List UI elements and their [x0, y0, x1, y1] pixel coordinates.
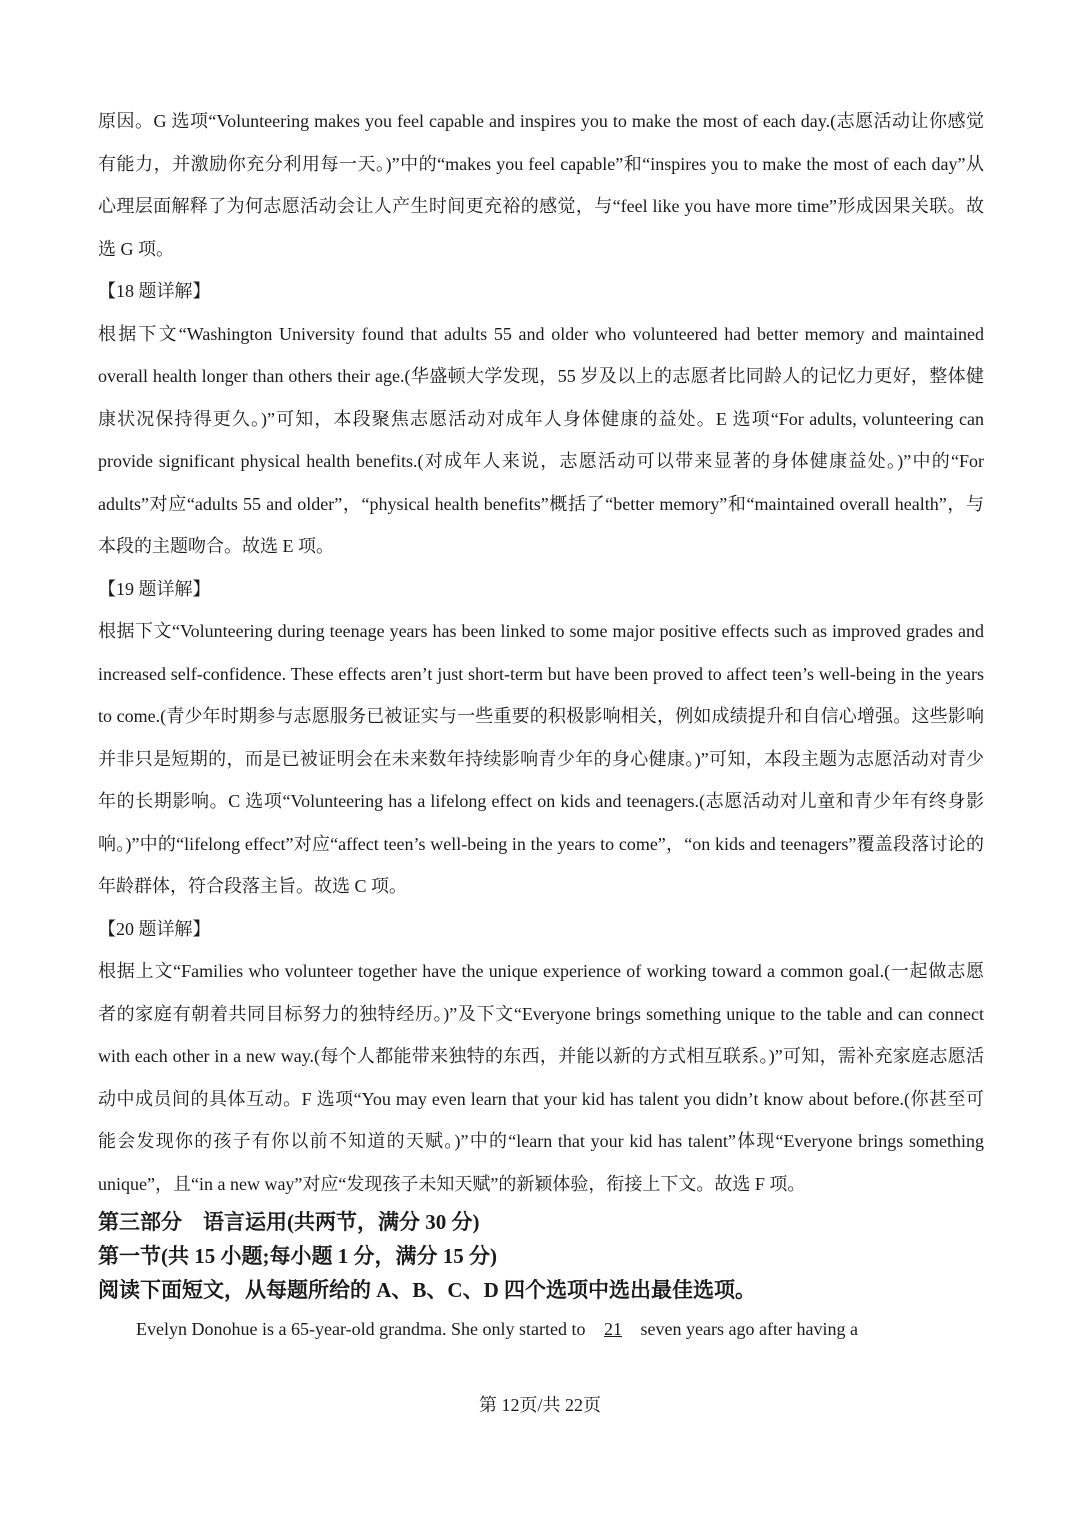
paragraph-option-g: 原因。G 选项“Volunteering makes you feel capable and inspires you to make the most of each day.(志愿活动让你感觉有能力，并激励你充分利用每一天。)”中的“makes you feel capable”和“inspires you to make the most of each day”从心理层面解释了为何志愿活动会让人产生时间更充裕的感觉，与“feel like you have more time”形成因果关联。故选 G 项。 — [98, 111, 984, 259]
page-footer: 第 12页/共 22页 — [478, 1395, 601, 1415]
question-18-explanation: 根据下文“Washington University found that adults 55 and older who volunteered had better memory and maintained overall health longer than others their age.(华盛顿大学发现，55 岁及以上的志愿者比同龄人的记忆力更好，整体健康状况保持得更久。)”可知，本段聚焦志愿活动对成年人身体健康的益处。E 选项“For adults, volunteering can provide significant physical health benefits.(对成年人来说，志愿活动可以带来显著的身体健康益处。)”中的“For adults”对应“adults 55 and older”，“physical health benefits”概括了“better memory”和“maintained overall health”，与本段的主题吻合。故选 E 项。 — [98, 323, 984, 556]
document-page — [98, 100, 984, 1347]
story-text-after: seven years ago after having a — [636, 1319, 858, 1339]
part-three-heading: 第三部分 语言运用(共两节，满分 30 分) — [98, 1210, 480, 1234]
question-19-heading: 【19 题详解】 — [98, 578, 211, 599]
section-one-heading: 第一节(共 15 小题;每小题 1 分，满分 15 分) — [98, 1244, 497, 1268]
question-19-explanation: 根据下文“Volunteering during teenage years has been linked to some major positive effects such as improved grades and increased self-confidence. These effects aren’t just short-term but have been proved to affect teen’s well-being in the years to come.(青少年时期参与志愿服务已被证实与一些重要的积极影响相关，例如成绩提升和自信心增强。这些影响并非只是短期的，而是已被证明会在未来数年持续影响青少年的身心健康。)”可知，本段主题为志愿活动对青少年的长期影响。C 选项“Volunteering has a lifelong effect on kids and teenagers.(志愿活动对儿童和青少年有终身影响。)”中的“lifelong effect”对应“affect teen’s well-being in the years to come”，“on kids and teenagers”覆盖段落讨论的年龄群体，符合段落主旨。故选 C 项。 — [98, 621, 984, 896]
question-20-explanation: 根据上文“Families who volunteer together have the unique experience of working toward a common goal.(一起做志愿者的家庭有朝着共同目标努力的独特经历。)”及下文“Everyone brings something unique to the table and can connect with each other in a new way.(每个人都能带来独特的东西，并能以新的方式相互联系。)”可知，需补充家庭志愿活动中成员间的具体互动。F 选项“You may even learn that your kid has talent you didn’t know about before.(你甚至可能会发现你的孩子有你以前不知道的天赋。)”中的“learn that your kid has talent”体现“Everyone brings something unique”，且“in a new way”对应“发现孩子未知天赋”的新颖体验，衔接上下文。故选 F 项。 — [98, 961, 984, 1194]
story-first-line — [98, 1311, 984, 1347]
question-20-heading: 【20 题详解】 — [98, 918, 211, 939]
story-text-before: Evelyn Donohue is a 65-year-old grandma. She only started to — [136, 1319, 591, 1339]
question-18-heading: 【18 题详解】 — [98, 281, 211, 301]
blank-21: 21 — [604, 1319, 623, 1339]
reading-instruction: 阅读下面短文，从每题所给的 A、B、C、D 四个选项中选出最佳选项。 — [98, 1278, 757, 1302]
